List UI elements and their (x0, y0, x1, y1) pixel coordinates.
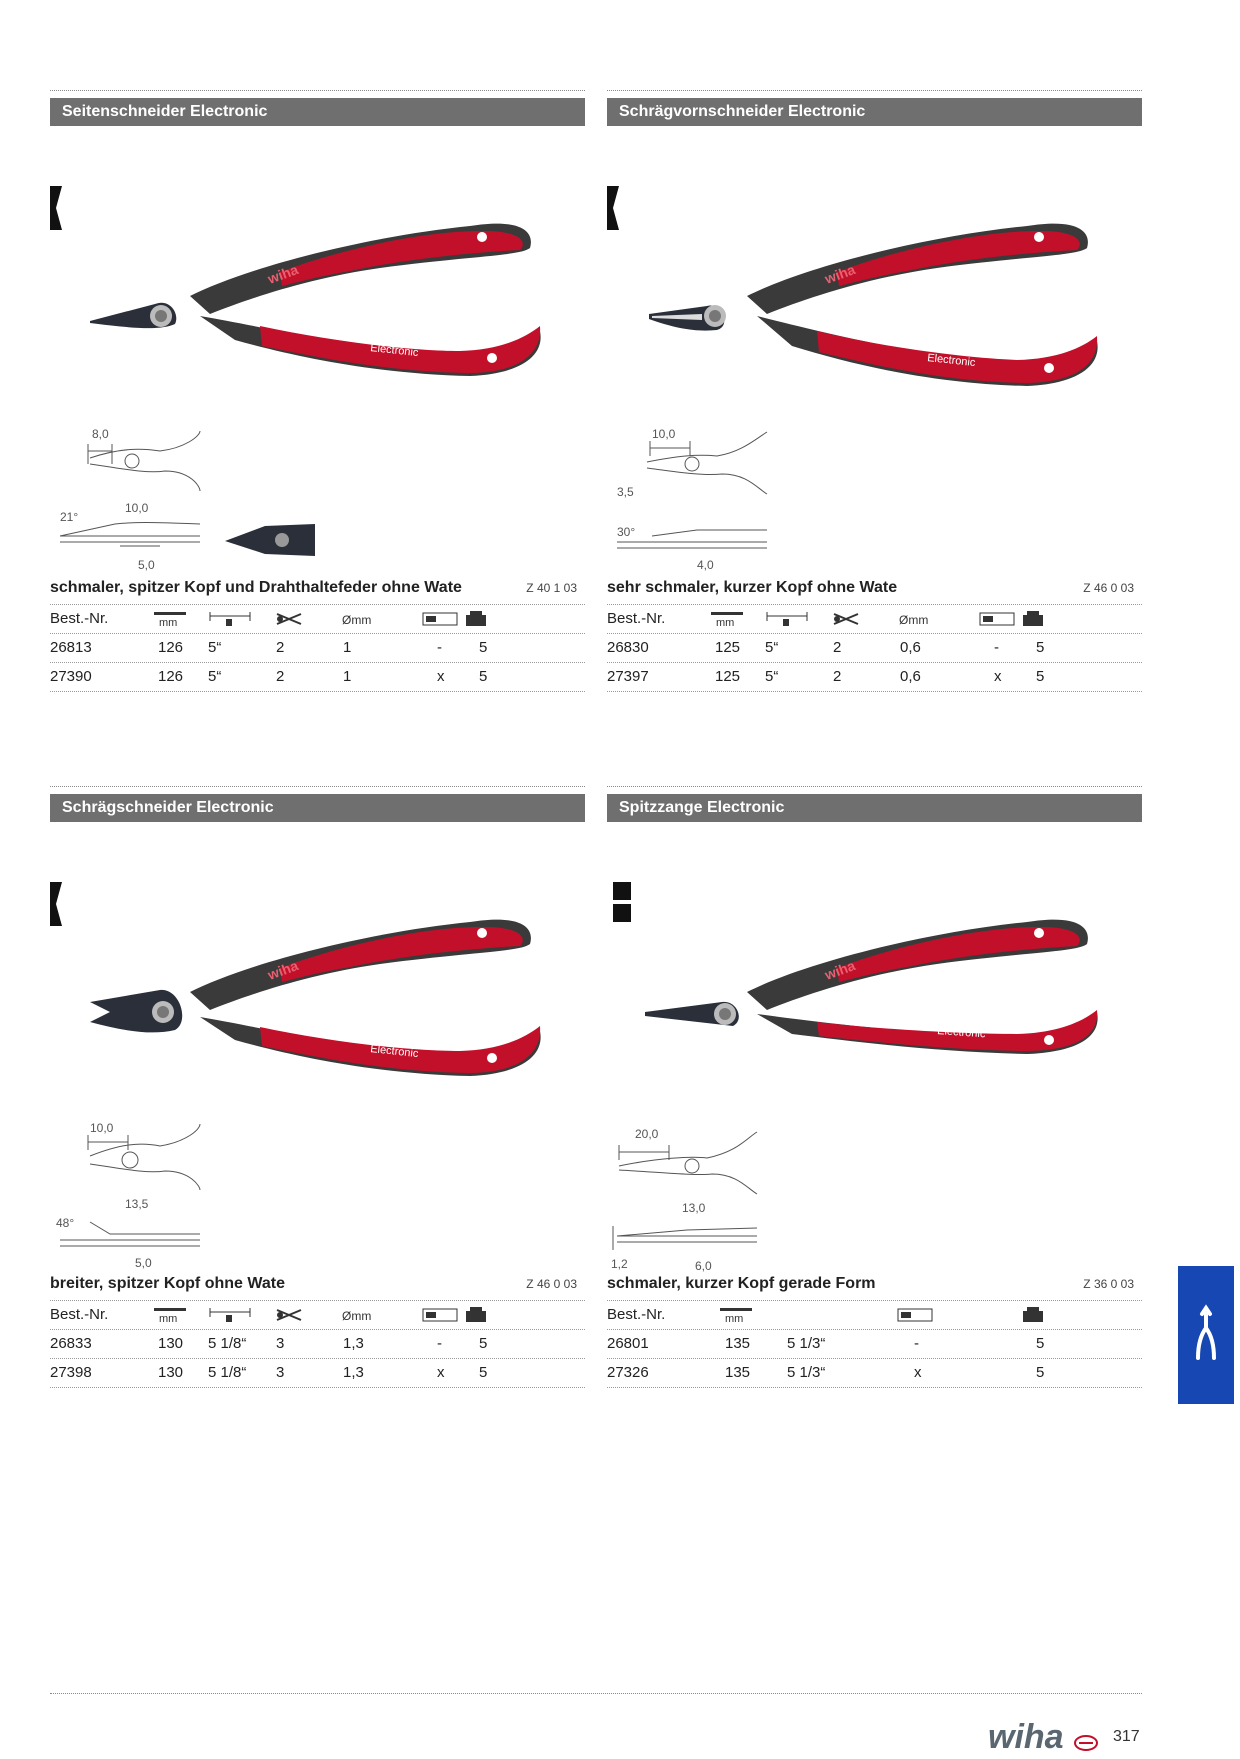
cutting-value: 2 (276, 668, 285, 685)
product-subtitle: schmaler, spitzer Kopf und Drahthaltefeder ohne Wate (50, 579, 462, 596)
diameter-mm: 1,3 (343, 1335, 364, 1352)
order-number: 27398 (50, 1364, 92, 1381)
section-title: Spitzzange Electronic (607, 794, 1142, 822)
svg-text:mm: mm (716, 617, 735, 627)
length-inch-icon (765, 611, 809, 631)
length-mm: 130 (158, 1364, 184, 1381)
cutting-value: 2 (833, 668, 842, 685)
pliers-image (90, 224, 541, 376)
pack-qty: 5 (479, 1364, 488, 1381)
dim-label: 10,0 (652, 427, 676, 441)
product-figure (607, 822, 1142, 1272)
esd-value: x (437, 1364, 445, 1381)
table-row (607, 1329, 1142, 1358)
esd-value: - (914, 1335, 919, 1352)
length-inch: 5 1/3“ (787, 1335, 826, 1352)
cutting-value: 2 (833, 639, 842, 656)
dim-label: 13,5 (125, 1197, 149, 1211)
length-mm-icon (153, 1307, 187, 1327)
order-number: 27390 (50, 668, 92, 685)
cutting-value: 3 (276, 1364, 285, 1381)
product-section-3 (50, 786, 585, 1381)
pack-icon (465, 611, 487, 631)
dim-label: 3,5 (617, 485, 634, 499)
handle-logo-text: wiha (822, 261, 858, 287)
product-table (607, 1300, 1142, 1388)
pliers-image (645, 920, 1098, 1054)
diameter-mm: 1,3 (343, 1364, 364, 1381)
handle-text: Electronic (369, 1043, 419, 1061)
cutter-icon (275, 1307, 303, 1327)
svg-text:Ømm: Ømm (342, 1309, 372, 1323)
length-mm-icon (719, 1307, 753, 1327)
header-order-number: Best.-Nr. (607, 610, 666, 627)
order-number: 27397 (607, 668, 649, 685)
svg-text:Ømm: Ømm (342, 613, 372, 627)
svg-text:mm: mm (725, 1313, 744, 1323)
table-row (50, 1329, 585, 1358)
dim-label: 21° (60, 510, 79, 524)
product-code: Z 46 0 03 (1083, 581, 1134, 595)
order-number: 26833 (50, 1335, 92, 1352)
table-header-row (607, 1300, 1142, 1329)
diameter-mm-icon (899, 611, 939, 631)
product-subtitle: breiter, spitzer Kopf ohne Wate (50, 1275, 285, 1292)
pack-qty: 5 (479, 668, 488, 685)
handle-text: Electronic (926, 352, 976, 370)
handle-text: Electronic (936, 1025, 986, 1041)
esd-icon (422, 611, 458, 631)
dim-label: 5,0 (135, 1256, 152, 1270)
dim-label: 20,0 (635, 1127, 659, 1141)
section-title: Schrägvornschneider Electronic (607, 98, 1142, 126)
cutter-icon (275, 611, 303, 631)
product-subtitle: schmaler, kurzer Kopf gerade Form (607, 1275, 876, 1292)
product-figure (607, 126, 1142, 576)
pack-icon (1022, 611, 1044, 631)
handle-logo-text: wiha (265, 957, 301, 983)
category-tab[interactable] (1178, 1266, 1234, 1404)
length-mm: 125 (715, 639, 741, 656)
product-figure (50, 822, 585, 1272)
product-figure (50, 126, 585, 576)
product-table (607, 604, 1142, 692)
dim-label: 48° (56, 1216, 75, 1230)
order-number: 26813 (50, 639, 92, 656)
product-section-4 (607, 786, 1142, 1381)
table-row (50, 633, 585, 662)
dimension-drawing (60, 431, 200, 546)
dimension-drawing (60, 1124, 200, 1246)
length-inch-icon (208, 611, 252, 631)
table-row (607, 662, 1142, 692)
product-code: Z 40 1 03 (526, 581, 577, 595)
diameter-mm: 0,6 (900, 668, 921, 685)
table-row (50, 662, 585, 692)
product-section-2 (607, 90, 1142, 685)
section-title: Seitenschneider Electronic (50, 98, 585, 126)
pliers-icon (1198, 1308, 1214, 1358)
length-inch: 5 1/3“ (787, 1364, 826, 1381)
header-order-number: Best.-Nr. (607, 1306, 666, 1323)
length-inch-icon (208, 1307, 252, 1327)
pack-qty: 5 (1036, 1335, 1045, 1352)
esd-icon (979, 611, 1015, 631)
svg-text:Ømm: Ømm (899, 613, 929, 627)
table-row (607, 1358, 1142, 1388)
diameter-mm-icon (342, 611, 382, 631)
pack-qty: 5 (479, 639, 488, 656)
page-number: 317 (1113, 1728, 1140, 1745)
dimension-drawing (617, 432, 767, 548)
divider (607, 90, 1142, 91)
product-code: Z 36 0 03 (1083, 1277, 1134, 1291)
esd-value: - (437, 639, 442, 656)
length-inch: 5“ (765, 668, 779, 685)
svg-text:mm: mm (159, 1313, 178, 1323)
subtitle-line (50, 1275, 585, 1293)
esd-value: x (437, 668, 445, 685)
esd-icon (897, 1307, 933, 1327)
diameter-mm: 0,6 (900, 639, 921, 656)
divider (607, 786, 1142, 787)
length-inch: 5 1/8“ (208, 1335, 247, 1352)
length-mm: 130 (158, 1335, 184, 1352)
length-mm: 125 (715, 668, 741, 685)
dim-label: 1,2 (611, 1257, 628, 1271)
section-title: Schrägschneider Electronic (50, 794, 585, 822)
product-code: Z 46 0 03 (526, 1277, 577, 1291)
table-row (50, 1358, 585, 1388)
handle-logo-text: wiha (265, 261, 301, 287)
dim-label: 10,0 (90, 1121, 114, 1135)
cutter-icon (832, 611, 860, 631)
table-row (607, 633, 1142, 662)
table-header-row (607, 604, 1142, 633)
brand-logo (988, 1716, 1103, 1759)
dim-label: 6,0 (695, 1259, 712, 1272)
esd-value: x (914, 1364, 922, 1381)
pack-qty: 5 (1036, 639, 1045, 656)
jaw-detail-image (225, 524, 315, 556)
order-number: 27326 (607, 1364, 649, 1381)
header-order-number: Best.-Nr. (50, 1306, 109, 1323)
diameter-mm: 1 (343, 639, 352, 656)
product-table (50, 604, 585, 692)
dim-label: 13,0 (682, 1201, 706, 1215)
pack-qty: 5 (1036, 668, 1045, 685)
esd-icon (422, 1307, 458, 1327)
esd-value: - (994, 639, 999, 656)
dim-label: 10,0 (125, 501, 149, 515)
svg-text:mm: mm (159, 617, 178, 627)
esd-value: x (994, 668, 1002, 685)
length-mm: 135 (725, 1335, 751, 1352)
dim-label: 5,0 (138, 558, 155, 572)
length-inch: 5 1/8“ (208, 1364, 247, 1381)
marker-icon (613, 882, 631, 922)
order-number: 26830 (607, 639, 649, 656)
pack-qty: 5 (1036, 1364, 1045, 1381)
pliers-image (649, 224, 1098, 386)
subtitle-line (607, 579, 1142, 597)
product-table (50, 1300, 585, 1388)
subtitle-line (50, 579, 585, 597)
handle-text: Electronic (369, 342, 419, 360)
subtitle-line (607, 1275, 1142, 1293)
cutting-value: 3 (276, 1335, 285, 1352)
product-section-1 (50, 90, 585, 685)
length-mm-icon (710, 611, 744, 631)
product-subtitle: sehr schmaler, kurzer Kopf ohne Wate (607, 579, 898, 596)
marker-icon (607, 186, 619, 230)
length-mm: 135 (725, 1364, 751, 1381)
pack-icon (1022, 1307, 1044, 1327)
length-mm: 126 (158, 668, 184, 685)
dim-label: 8,0 (92, 427, 109, 441)
pliers-image (90, 920, 541, 1076)
dim-label: 30° (617, 525, 636, 539)
order-number: 26801 (607, 1335, 649, 1352)
svg-text:wiha: wiha (988, 1718, 1064, 1754)
header-order-number: Best.-Nr. (50, 610, 109, 627)
pack-qty: 5 (479, 1335, 488, 1352)
divider (50, 90, 585, 91)
length-mm-icon (153, 611, 187, 631)
footer-divider (50, 1693, 1142, 1694)
table-header-row (50, 604, 585, 633)
marker-icon (50, 186, 62, 230)
length-inch: 5“ (208, 668, 222, 685)
divider (50, 786, 585, 787)
table-header-row (50, 1300, 585, 1329)
length-mm: 126 (158, 639, 184, 656)
handle-logo-text: wiha (822, 957, 858, 983)
dim-label: 4,0 (697, 558, 714, 572)
length-inch: 5“ (208, 639, 222, 656)
dimension-drawing (613, 1132, 757, 1250)
diameter-mm: 1 (343, 668, 352, 685)
esd-value: - (437, 1335, 442, 1352)
marker-icon (50, 882, 62, 926)
length-inch: 5“ (765, 639, 779, 656)
diameter-mm-icon (342, 1307, 382, 1327)
pack-icon (465, 1307, 487, 1327)
cutting-value: 2 (276, 639, 285, 656)
